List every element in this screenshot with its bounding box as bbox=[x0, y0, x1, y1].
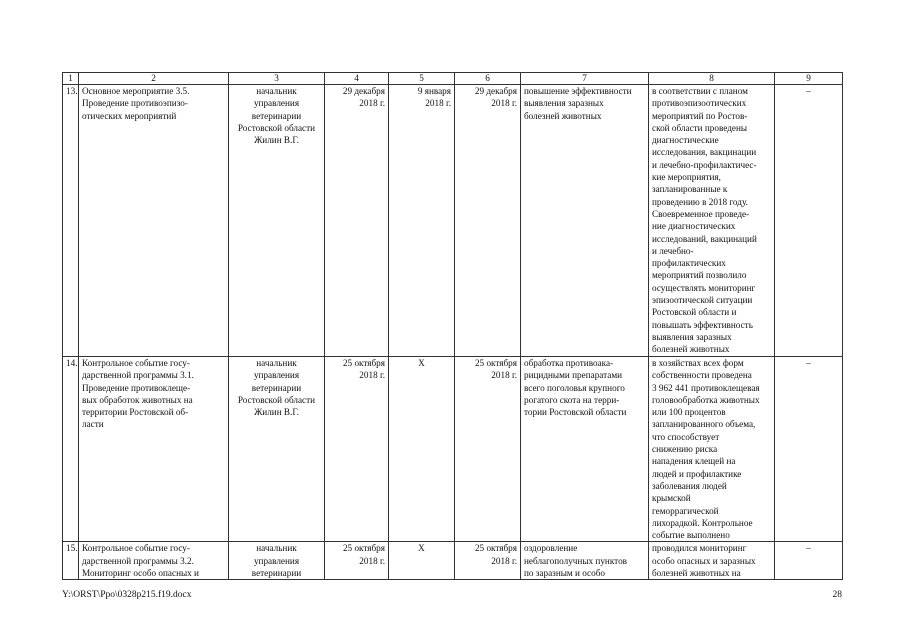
planned-start-date: 25 октября 2018 г. bbox=[325, 357, 389, 542]
report-table bbox=[62, 72, 843, 580]
col-8-header: 8 bbox=[649, 73, 775, 85]
responsible-executor: начальник управления ветеринарии Ростовской области Жилин В.Г. bbox=[229, 357, 325, 542]
planned-end-date: 29 декабря 2018 г. bbox=[455, 85, 521, 357]
planned-end-date: 25 октября 2018 г. bbox=[455, 357, 521, 542]
col-3-header: 3 bbox=[229, 73, 325, 85]
event-name: Контрольное событие госу- дарственной программы 3.2. Мониторинг особо опасных и bbox=[79, 542, 229, 580]
responsible-executor: начальник управления ветеринарии Ростовской области Жилин В.Г. bbox=[229, 85, 325, 357]
col-9-header: 9 bbox=[775, 73, 843, 85]
responsible-executor: начальник управления ветеринарии bbox=[229, 542, 325, 580]
actual-result: в соответствии с планом противоэпизоотических мероприятий по Ростов- ской области проведены диагностические исследования, вакцинации и лечебно-профилактичес- кие мероприятия, запланированные к проведению в 2018 году. Своевременное проведе- ние диагностических исследований, вакцинаций и лечебно- профилактических мероприятий позволило осуществлять мониторинг эпизоотической ситуации Ростовской области и повышать эффективность выявления заразных болезней животных bbox=[649, 85, 775, 357]
actual-start-date: 9 января 2018 г. bbox=[389, 85, 455, 357]
table-row bbox=[63, 357, 843, 542]
actual-start-date: Х bbox=[389, 542, 455, 580]
event-name: Контрольное событие госу- дарственной программы 3.1. Проведение противоклеще- вых обработок животных на территории Ростовской об- ласти bbox=[79, 357, 229, 542]
col-1-header: 1 bbox=[63, 73, 79, 85]
table-row bbox=[63, 85, 843, 357]
column-number-row bbox=[63, 73, 843, 85]
planned-end-date: 25 октября 2018 г. bbox=[455, 542, 521, 580]
event-name: Основное мероприятие 3.5. Проведение противоэпизо- отических мероприятий bbox=[79, 85, 229, 357]
deviation-reasons: – bbox=[775, 85, 843, 357]
footer-file-path: Y:\ORST\Ppo\0328p215.f19.docx bbox=[62, 590, 192, 600]
table-row bbox=[63, 542, 843, 580]
expected-result: обработка противоака- рицидными препаратами всего поголовья крупного рогатого скота на терри- тории Ростовской области bbox=[521, 357, 649, 542]
row-number: 15. bbox=[63, 542, 79, 580]
actual-result: в хозяйствах всех форм собственности проведена 3 962 441 противоклещевая головообработка животных или 100 процентов запланированного объема, что способствует снижению риска нападения клещей на людей и профилактике заболевания людей крымской геморрагической лихорадкой. Контрольное событие выполнено bbox=[649, 357, 775, 542]
deviation-reasons: – bbox=[775, 357, 843, 542]
deviation-reasons: – bbox=[775, 542, 843, 580]
planned-start-date: 29 декабря 2018 г. bbox=[325, 85, 389, 357]
page-number: 28 bbox=[832, 590, 842, 600]
planned-start-date: 25 октября 2018 г. bbox=[325, 542, 389, 580]
col-6-header: 6 bbox=[455, 73, 521, 85]
col-5-header: 5 bbox=[389, 73, 455, 85]
actual-result: проводился мониторинг особо опасных и заразных болезней животных на bbox=[649, 542, 775, 580]
col-7-header: 7 bbox=[521, 73, 649, 85]
col-4-header: 4 bbox=[325, 73, 389, 85]
actual-start-date: Х bbox=[389, 357, 455, 542]
row-number: 14. bbox=[63, 357, 79, 542]
row-number: 13. bbox=[63, 85, 79, 357]
expected-result: оздоровление неблагополучных пунктов по заразным и особо bbox=[521, 542, 649, 580]
col-2-header: 2 bbox=[79, 73, 229, 85]
expected-result: повышение эффективности выявления заразных болезней животных bbox=[521, 85, 649, 357]
